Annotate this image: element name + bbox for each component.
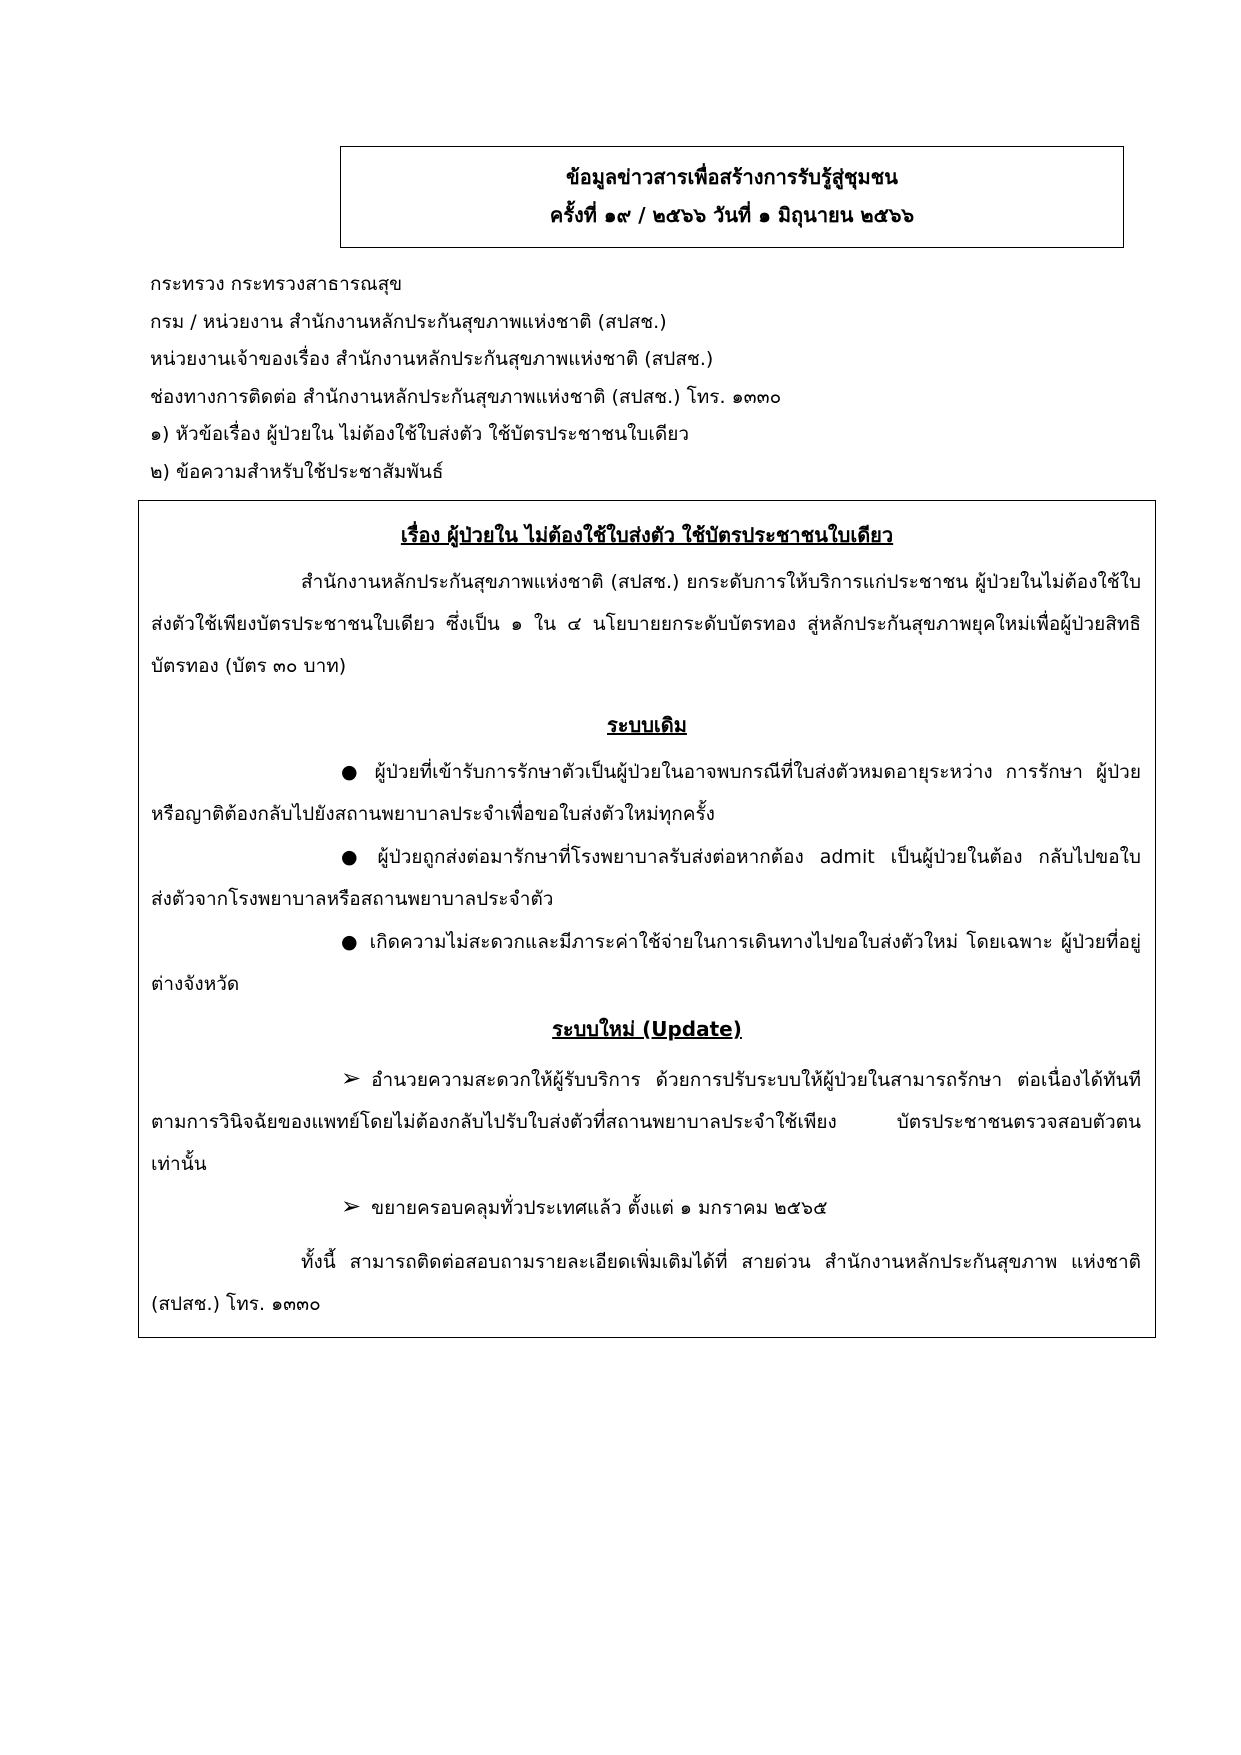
- new-bullet-1: [151, 1057, 1141, 1185]
- content-box: [138, 500, 1156, 1338]
- meta-contact: ช่องทางการติดต่อ สำนักงานหลักประกันสุขภาพแห่งชาติ (สปสช.) โทร. ๑๓๓๐: [150, 385, 782, 408]
- intro-paragraph: สำนักงานหลักประกันสุขภาพแห่งชาติ (สปสช.) ยกระดับการให้บริการแก่ประชาชน ผู้ป่วยในไม่ต้องใช้ใบส่งตัวใช้เพียงบัตรประชาชนใบเดียว ซึ่งเป็น ๑ ใน ๔ นโยบายยกระดับบัตรทอง สู่หลักประกันสุขภาพยุคใหม่เพื่อผู้ป่วยสิทธิบัตรทอง (บัตร ๓๐ บาท): [151, 571, 1141, 677]
- new-bullet-1-text: อำนวยความสะดวกให้ผู้รับบริการ ด้วยการปรับระบบให้ผู้ป่วยในสามารถรักษา ต่อเนื่องได้ทันที ตามการวินิจฉัยของแพทย์โดยไม่ต้องกลับไปรับใบส่งตัวที่สถานพยาบาลประจำใช้เพียง บัตรประชาชนตรวจสอบตัวตนเท่านั้น: [151, 1069, 1141, 1175]
- meta-department: กรม / หน่วยงาน สำนักงานหลักประกันสุขภาพแห่งชาติ (สปสช.): [150, 310, 667, 333]
- old-bullet-2-text: ผู้ป่วยถูกส่งต่อมารักษาที่โรงพยาบาลรับส่งต่อหากต้อง admit เป็นผู้ป่วยในต้อง กลับไปขอใบส่งตัวจากโรงพยาบาลหรือสถานพยาบาลประจำตัว: [151, 846, 1141, 910]
- old-system-heading: ระบบเดิม: [607, 713, 687, 737]
- bullet-icon: ●: [341, 931, 360, 953]
- old-bullet-3: [151, 921, 1141, 1005]
- header-box: [340, 146, 1124, 248]
- old-bullet-2: [151, 836, 1141, 920]
- header-issue: ครั้งที่ ๑๙ / ๒๕๖๖ วันที่ ๑ มิถุนายน ๒๕๖๖: [549, 203, 915, 227]
- story-title: เรื่อง ผู้ป่วยใน ไม่ต้องใช้ใบส่งตัว ใช้บัตรประชาชนใบเดียว: [400, 523, 894, 547]
- bullet-icon: ●: [341, 846, 368, 868]
- meta-topic: ๑) หัวข้อเรื่อง ผู้ป่วยใน ไม่ต้องใช้ใบส่งตัว ใช้บัตรประชาชนใบเดียว: [150, 423, 690, 445]
- closing-paragraph: ทั้งนี้ สามารถติดต่อสอบถามรายละเอียดเพิ่มเติมได้ที่ สายด่วน สำนักงานหลักประกันสุขภาพ แห่งชาติ (สปสช.) โทร. ๑๓๓๐: [151, 1251, 1141, 1315]
- meta-block: [150, 266, 1150, 491]
- arrow-icon: ➢: [341, 1192, 362, 1220]
- bullet-icon: ●: [341, 761, 365, 783]
- old-bullet-3-text: เกิดความไม่สะดวกและมีภาระค่าใช้จ่ายในการเดินทางไปขอใบส่งตัวใหม่ โดยเฉพาะ ผู้ป่วยที่อยู่ต่างจังหวัด: [151, 931, 1141, 995]
- old-bullet-1-text: ผู้ป่วยที่เข้ารับการรักษาตัวเป็นผู้ป่วยในอาจพบกรณีที่ใบส่งตัวหมดอายุระหว่าง การรักษา ผู้ป่วยหรือญาติต้องกลับไปยังสถานพยาบาลประจำเพื่อขอใบส่งตัวใหม่ทุกครั้ง: [151, 761, 1141, 825]
- old-bullet-1: [151, 751, 1141, 835]
- meta-pr-text: ๒) ข้อความสำหรับใช้ประชาสัมพันธ์: [150, 460, 444, 483]
- meta-owner: หน่วยงานเจ้าของเรื่อง สำนักงานหลักประกันสุขภาพแห่งชาติ (สปสช.): [150, 348, 714, 370]
- new-system-heading: ระบบใหม่ (Update): [552, 1017, 742, 1041]
- new-bullet-2-text: ขยายครอบคลุมทั่วประเทศแล้ว ตั้งแต่ ๑ มกราคม ๒๕๖๕: [371, 1197, 828, 1219]
- meta-ministry: กระทรวง กระทรวงสาธารณสุข: [150, 273, 403, 295]
- header-title: ข้อมูลข่าวสารเพื่อสร้างการรับรู้สู่ชุมชน: [566, 165, 898, 189]
- new-bullet-2: [151, 1185, 1141, 1229]
- arrow-icon: ➢: [341, 1064, 362, 1092]
